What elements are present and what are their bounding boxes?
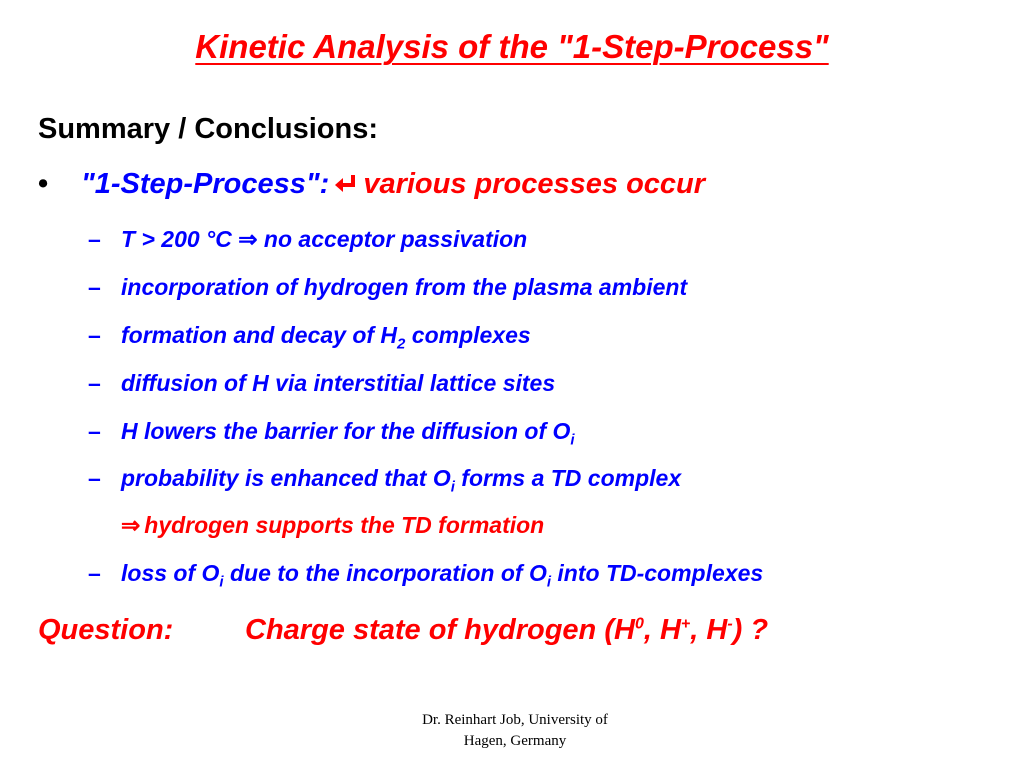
item-text-pre: T [121,226,136,252]
bullet-marker: • [38,168,49,200]
dash-marker: – [88,322,101,348]
bullet-label: "1-Step-Process": [81,168,330,200]
item-text-post: into TD-complexes [551,560,764,586]
dash-marker: – [88,226,101,252]
footer-line: Dr. Reinhart Job, University of [422,712,608,728]
implies-arrow-icon: ⇒ [121,512,141,538]
question-label: Question: [38,614,174,646]
item-text-post: forms a TD complex [454,465,682,491]
question-line [38,614,768,647]
item-text-pre: H lowers the barrier for the diffusion of O [121,418,571,444]
superscript: - [727,615,733,633]
item-text: diffusion of H via interstitial lattice sites [121,370,556,396]
question-text-pre: Charge state of hydrogen (H [245,614,635,646]
item-text-pre: loss of O [121,560,220,586]
item-text: incorporation of hydrogen from the plasma ambient [121,274,688,300]
implies-arrow-icon: ⇒ [238,226,258,252]
item-text-pre: probability is enhanced that O [121,465,451,491]
main-bullet [38,168,705,201]
subscript: i [570,431,575,449]
section-heading: Summary / Conclusions: [38,113,379,145]
down-left-arrow-icon [333,168,357,200]
list-item [88,370,555,397]
dash-marker: – [88,418,101,444]
list-item [88,322,531,353]
list-item [88,274,687,301]
superscript: 0 [634,615,644,633]
bullet-text: various processes occur [363,168,706,200]
item-text-mid: 200 °C [161,226,232,252]
subscript: i [546,573,552,591]
list-item [88,560,763,591]
dash-marker: – [88,370,101,396]
dash-marker: – [88,560,101,586]
item-text-mid: due to the incorporation of O [223,560,547,586]
subscript: i [219,573,224,591]
item-text-post: complexes [405,322,531,348]
list-item [88,465,681,496]
subscript: 2 [397,335,406,353]
dash-marker: – [88,465,101,491]
subscript: i [450,478,455,496]
list-item [88,226,527,253]
question-sep: , H [690,614,728,646]
conclusion-line [121,512,544,539]
slide-title: Kinetic Analysis of the "1-Step-Process" [195,28,829,65]
superscript: + [680,615,691,633]
question-sep: , H [643,614,681,646]
dash-marker: – [88,274,101,300]
conclusion-text: hydrogen supports the TD formation [144,512,545,538]
footer-line: Hagen, Germany [463,733,567,749]
question-text-post: ) ? [732,614,769,646]
item-text-pre: formation and decay of H [121,322,398,348]
footer-credit [380,710,650,752]
greater-than-sign: > [141,226,155,252]
list-item [88,418,575,449]
item-text-post: no acceptor passivation [263,226,528,252]
